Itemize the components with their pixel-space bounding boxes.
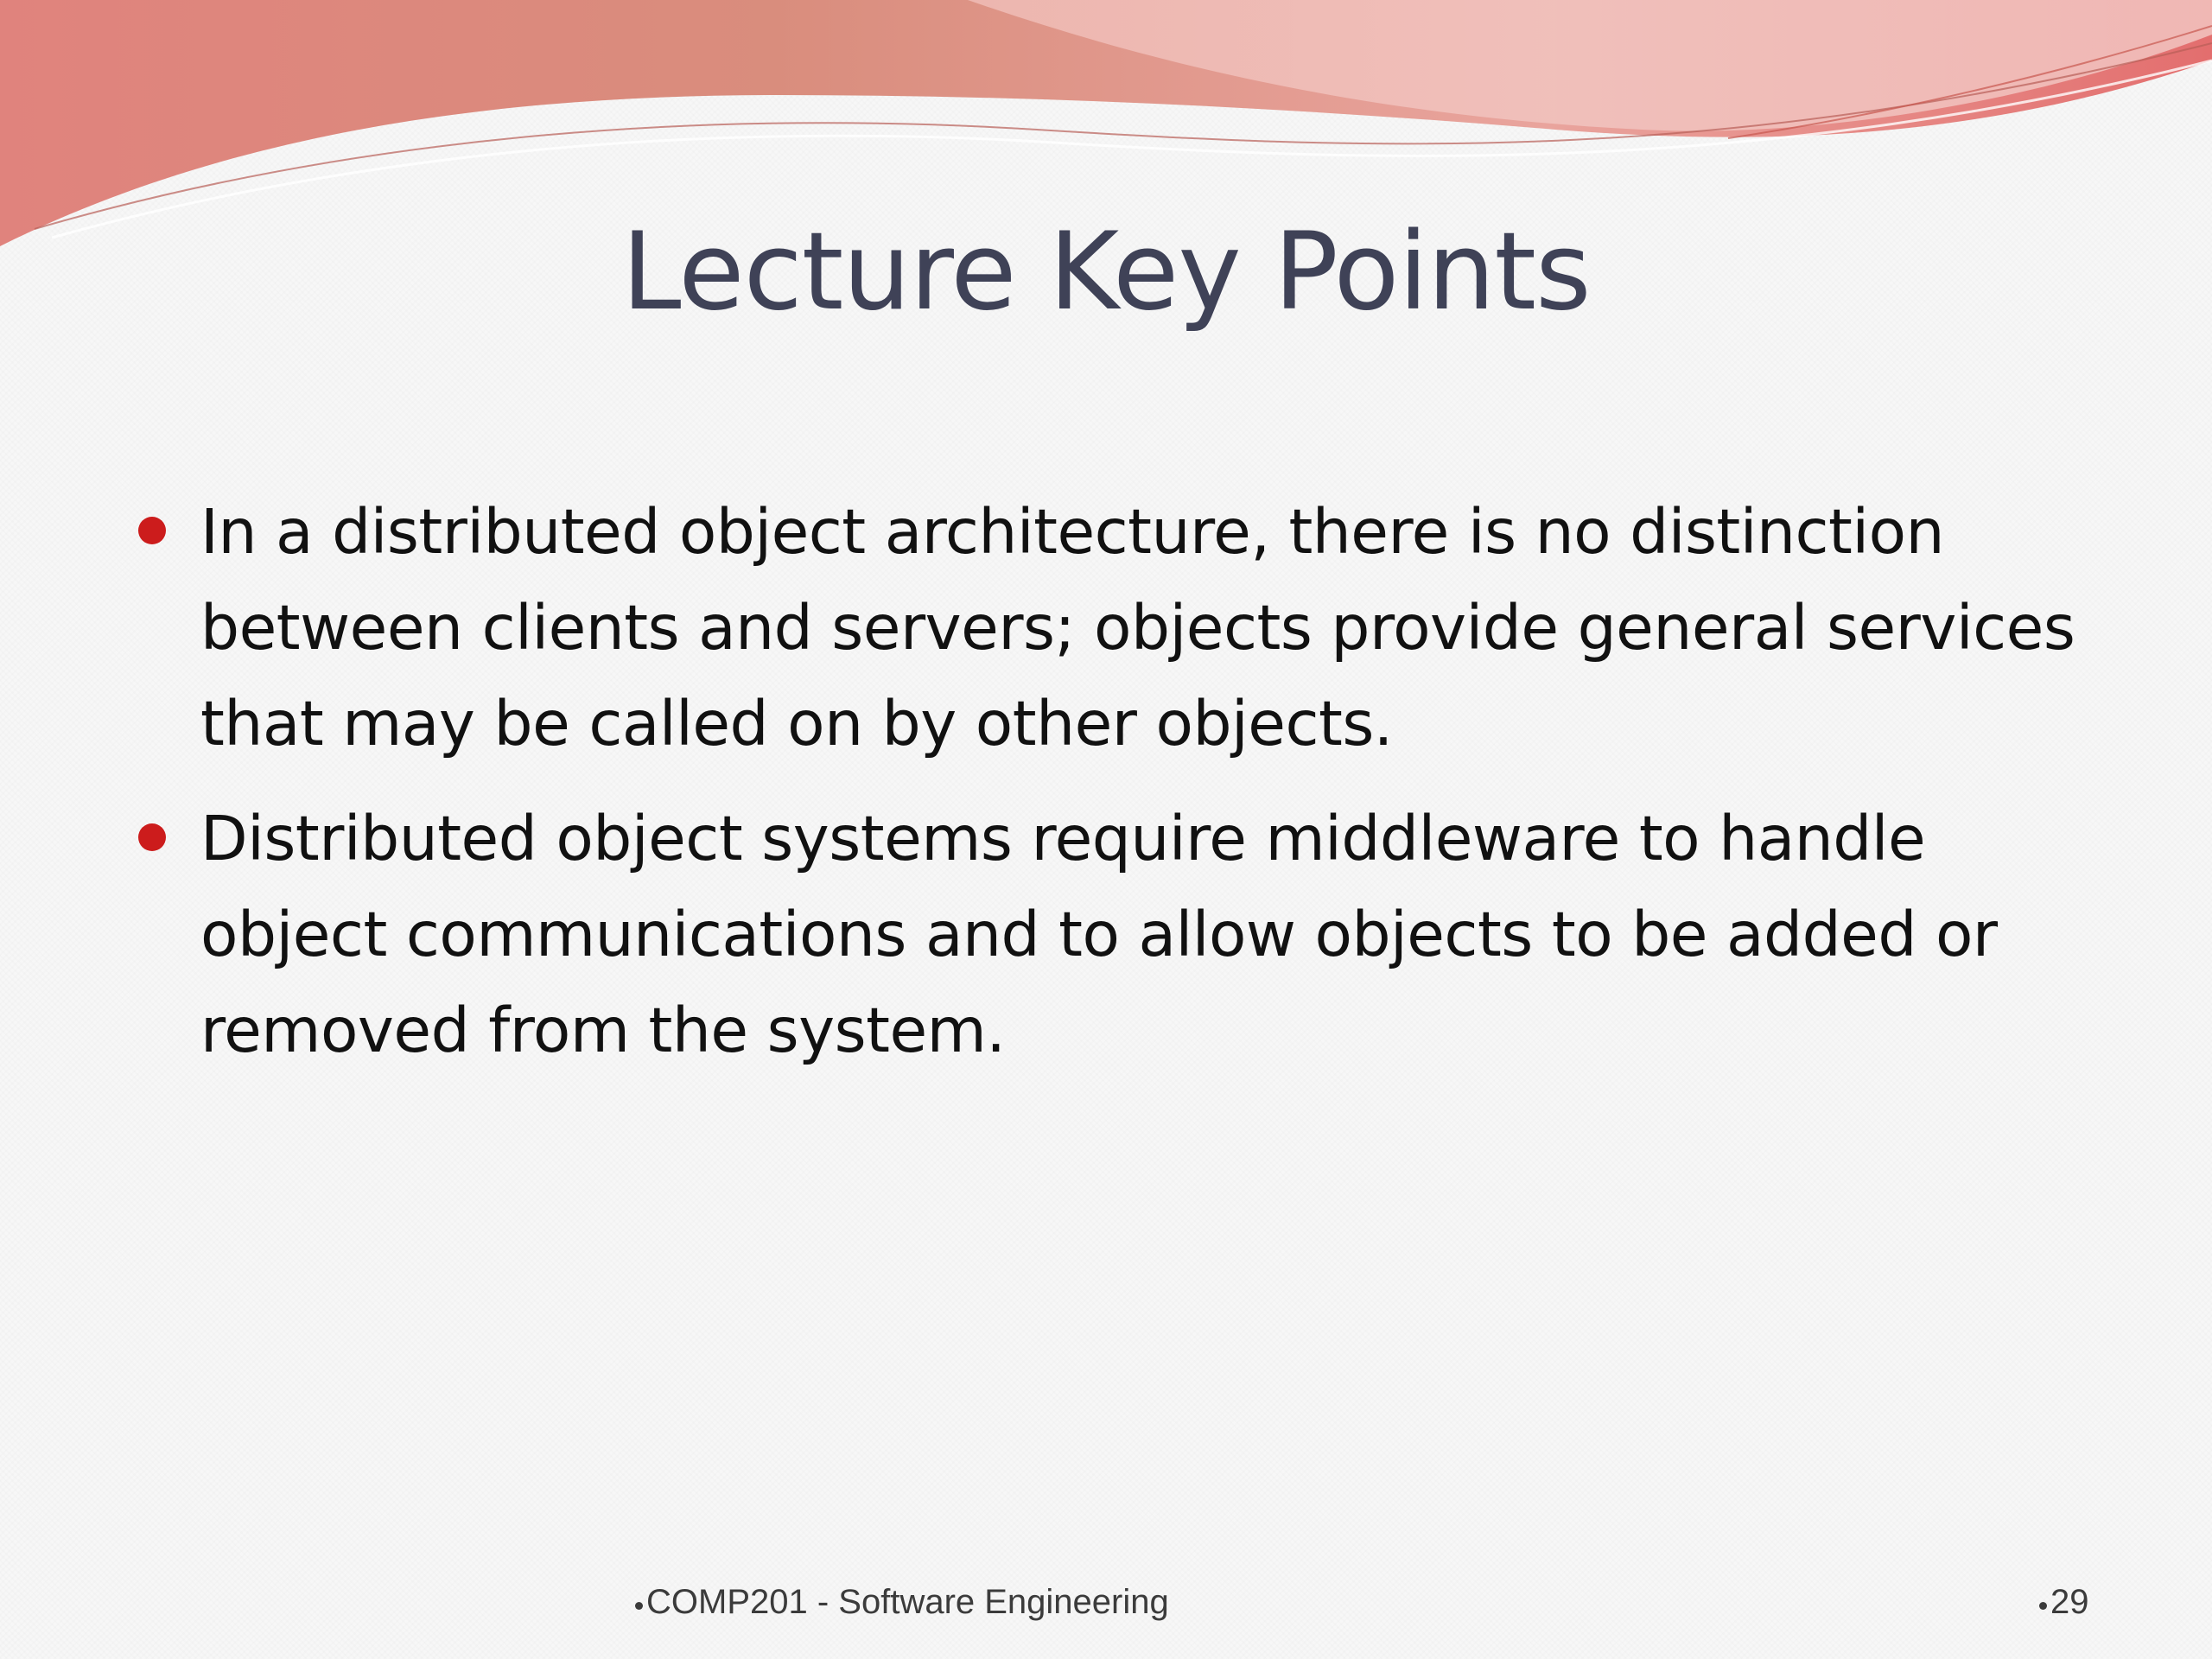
footer-page-number [2039,1583,2089,1622]
slide-title: Lecture Key Points [621,210,1591,334]
footer-bullet-icon [635,1602,643,1610]
bullet-item [138,484,2108,772]
bullet-item [138,791,2108,1078]
footer-course-text: COMP201 - Software Engineering [646,1583,1169,1621]
bullet-dot-icon [138,517,166,544]
bullet-text: In a distributed object architecture, there is no distinction between clients and servers; objects provide general services that may be called on by other objects. [200,496,2075,760]
bullet-list [138,484,2108,1097]
bullet-text: Distributed object systems require middleware to handle object communications and to allow objects to be added or removed from the system. [200,803,1998,1066]
bullet-dot-icon [138,823,166,851]
footer-bullet-icon [2039,1602,2047,1610]
page-number-text: 29 [2050,1583,2089,1621]
footer-course-label [635,1583,1169,1622]
